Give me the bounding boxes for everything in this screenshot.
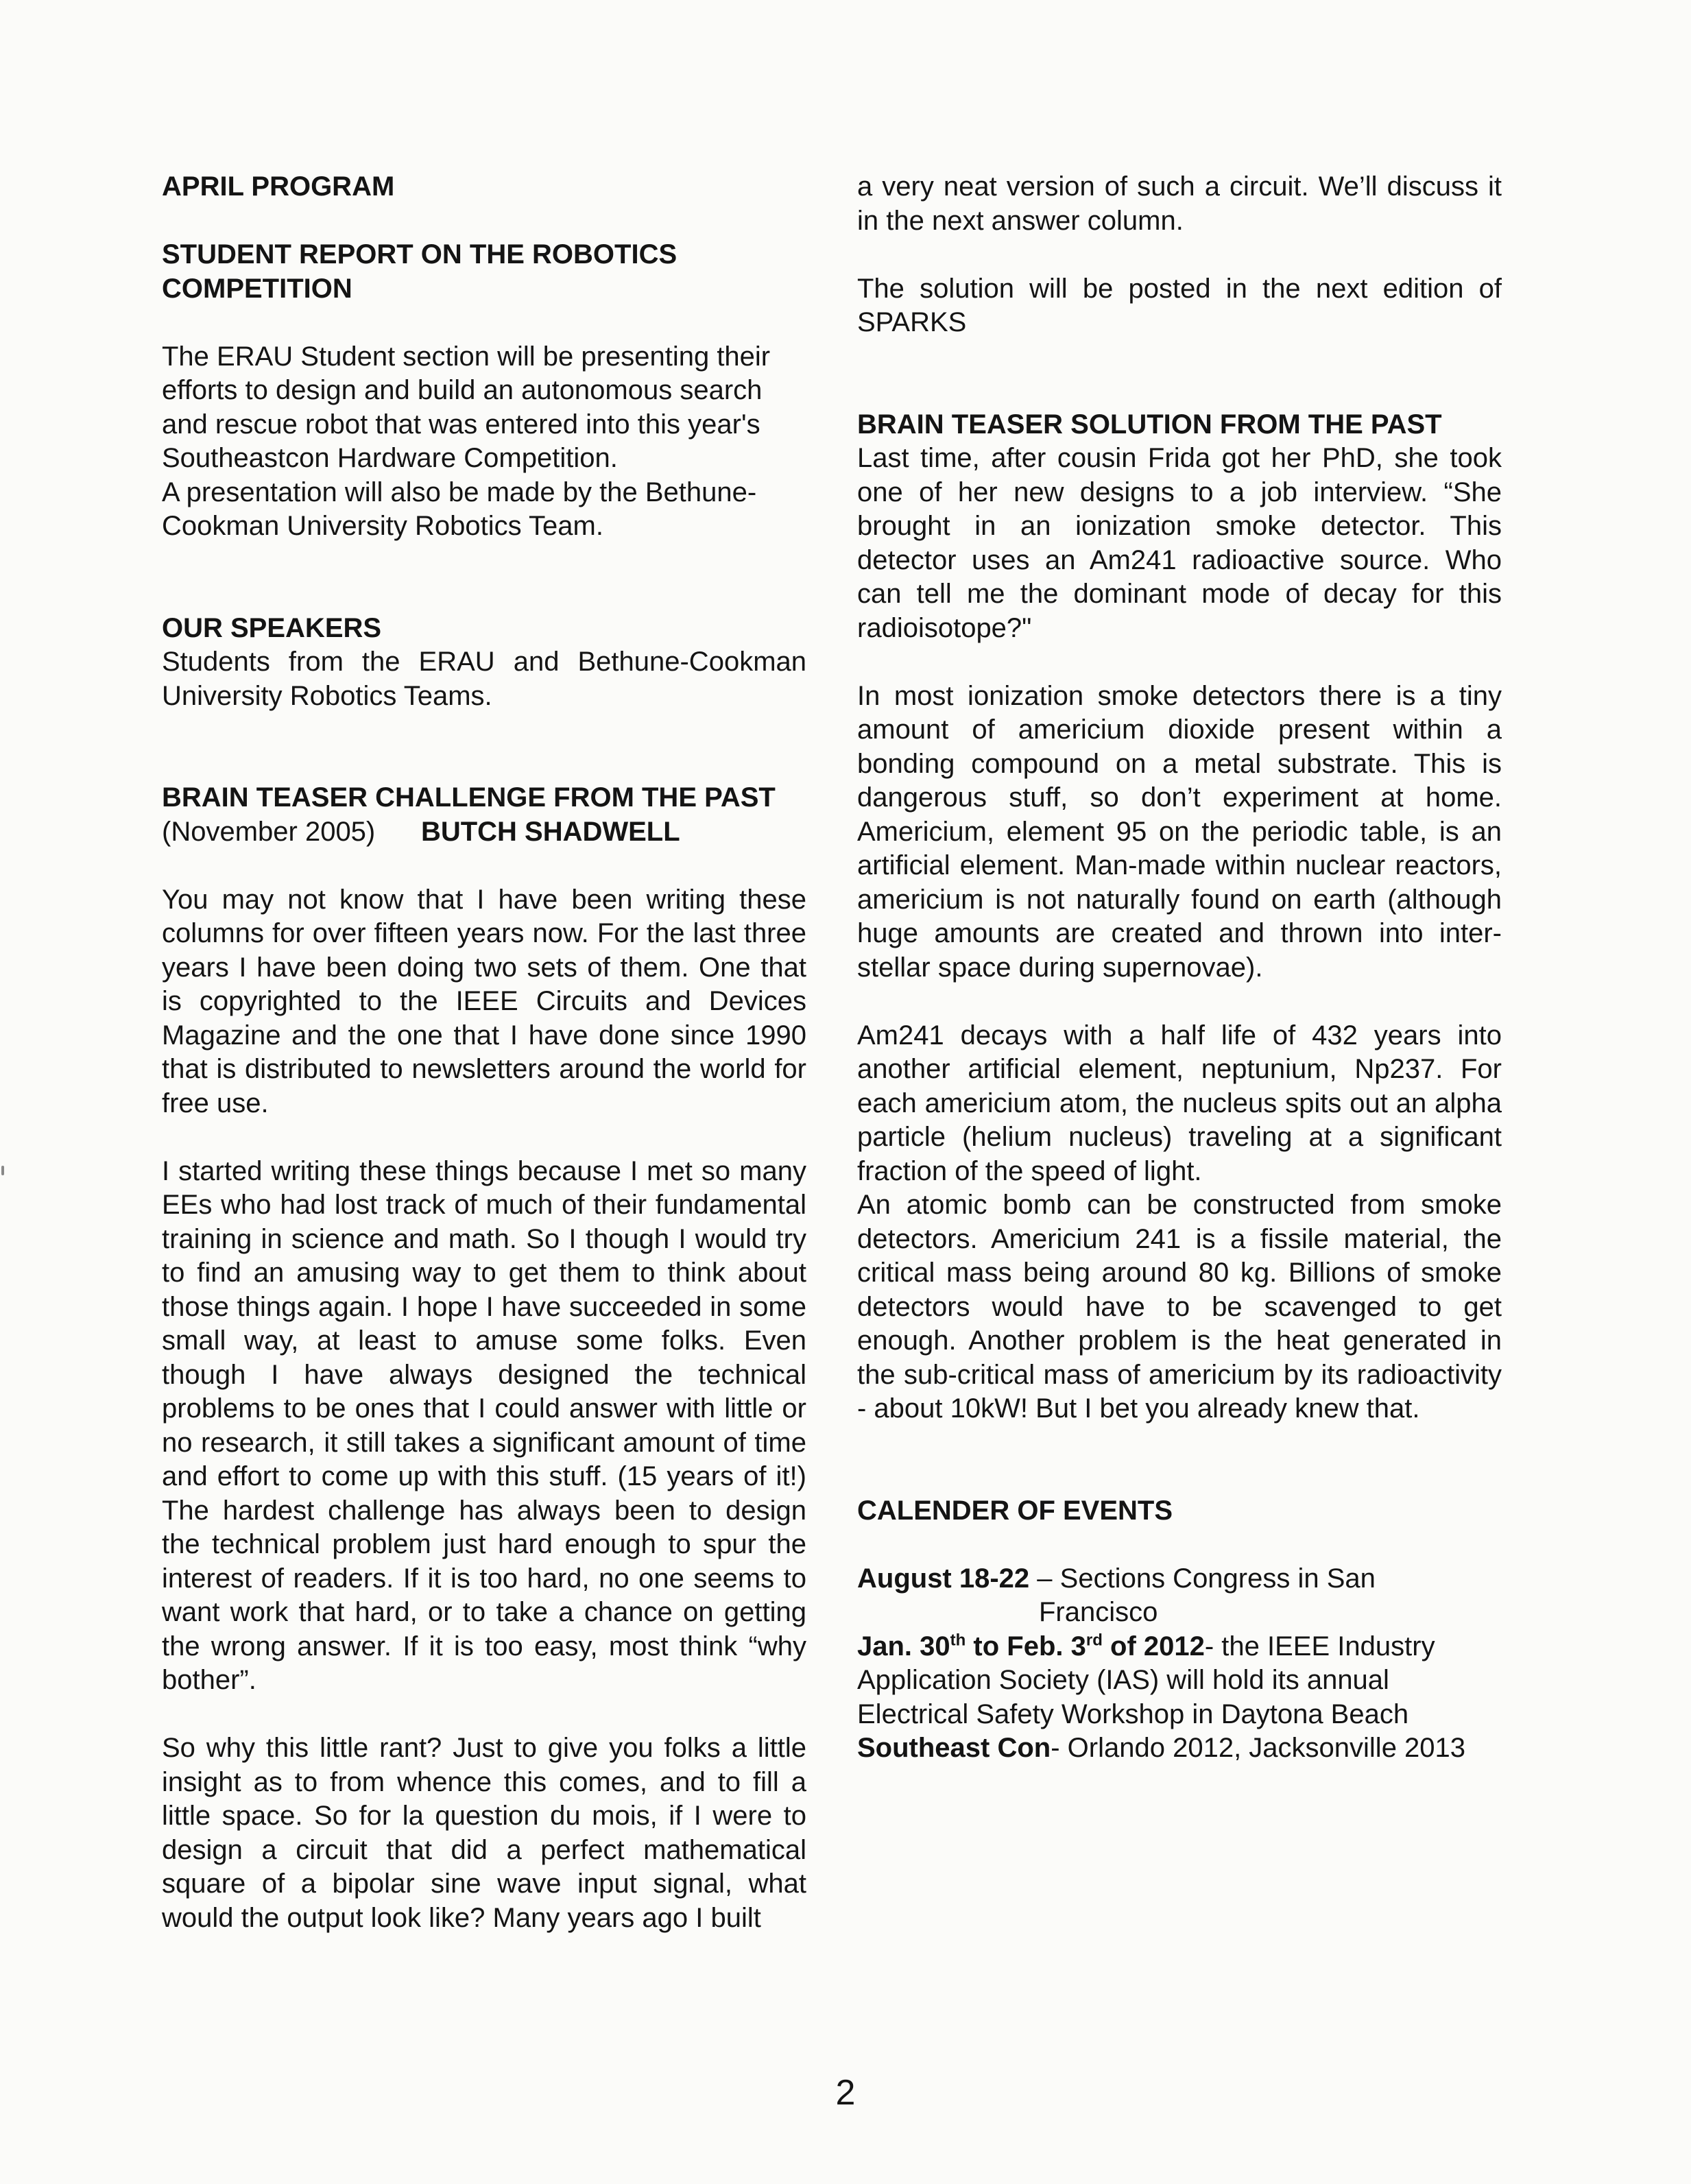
student-report-heading — [162, 238, 806, 306]
erau-paragraph: The ERAU Student section will be presenting their efforts to design and build an autonomous search and rescue robot that was entered into this year's Southeastcon Hardware Competition. — [162, 341, 771, 473]
right-column — [857, 170, 1502, 1766]
ordinal-suffix: rd — [1086, 1631, 1103, 1650]
event-description-continued: Francisco — [1039, 1597, 1158, 1627]
solution-heading: BRAIN TEASER SOLUTION FROM THE PAST — [857, 409, 1442, 440]
solution-paragraph-2: In most ionization smoke detectors there is a tiny amount of americium dioxide present within a bonding compound on a metal substrate. This is dangerous stuff, so don’t experiment at home. Americium, element 95 on the periodic table, is an artificial element. Man-made within nuclear reactors, americium is not naturally found on earth (although huge amounts are created and thrown into inter-stellar space during supernovae). — [857, 680, 1502, 983]
event-date-start: Jan. 30 — [857, 1631, 950, 1661]
calendar-heading: CALENDER OF EVENTS — [857, 1495, 1173, 1526]
event-label: Southeast Con — [857, 1733, 1051, 1763]
left-column — [162, 170, 806, 1935]
scan-speck — [1, 1166, 4, 1175]
challenge-paragraph-1: You may not know that I have been writing these columns for over fifteen years now. For the last three years I have been doing two sets of them. One that is copyrighted to the IEEE Circuits and Devices Magazine and the one that I have done since 1990 that is distributed to newsletters around the world for free use. — [162, 884, 806, 1118]
event-date — [857, 1631, 1205, 1661]
continuation-paragraph: a very neat version of such a circuit. We’ll discuss it in the next answer column. — [857, 171, 1502, 236]
solution-note: The solution will be posted in the next edition of SPARKS — [857, 273, 1502, 337]
solution-paragraph-3: Am241 decays with a half life of 432 years into another artificial element, neptunium, Np237. For each americium atom, the nucleus spits out an alpha particle (helium nucleus) traveling at a significant fraction of the speed of light. — [857, 1020, 1502, 1186]
event-date-year: of 2012 — [1102, 1631, 1205, 1661]
event-item — [857, 1731, 1502, 1766]
challenge-byline — [162, 815, 806, 850]
event-item — [857, 1630, 1502, 1732]
challenge-heading: BRAIN TEASER CHALLENGE FROM THE PAST — [162, 782, 776, 813]
challenge-paragraph-3: So why this little rant? Just to give you folks a little insight as to from whence this comes, and to fill a little space. So for la question du mois, if I were to design a circuit that did a perfect mathematical square of a bipolar sine wave input signal, what would the output look like? Many years ago I built — [162, 1733, 806, 1933]
april-program-heading: APRIL PROGRAM — [162, 171, 395, 202]
speakers-text: Students from the ERAU and Bethune-Cookman University Robotics Teams. — [162, 647, 806, 711]
event-description: - the IEEE Industry Application Society (IAS) will hold its annual Electrical Safety Workshop in Daytona Beach — [857, 1631, 1435, 1729]
events-list — [857, 1562, 1502, 1766]
student-report-heading-line1: STUDENT REPORT ON THE ROBOTICS — [162, 239, 677, 269]
challenge-author: BUTCH SHADWELL — [420, 816, 680, 847]
speakers-heading: OUR SPEAKERS — [162, 612, 382, 643]
challenge-paragraph-2: I started writing these things because I met so many EEs who had lost track of much of their fundamental training in science and math. So I though I would try to find an amusing way to get them to think about those things again. I hope I have succeeded in some small way, at least to amuse some folks. Even though I have always designed the technical problems to be ones that I could answer with little or no research, it still takes a significant amount of time and effort to come up with this stuff. (15 years of it!) The hardest challenge has always been to design the technical problem just hard enough to spur the interest of readers. If it is too hard, no one seems to want work that hard, or to take a chance on getting the wrong answer. If it is too easy, most think “why bother”. — [162, 1155, 806, 1695]
solution-paragraph-4: An atomic bomb can be constructed from smoke detectors. Americium 241 is a fissile material, the critical mass being around 80 kg. Billions of smoke detectors would have to be scavenged to get enough. Another problem is the heat generated in the sub-critical mass of americium by its radioactivity - about 10kW! But I bet you already knew that. — [857, 1190, 1502, 1424]
page-number: 2 — [835, 2073, 856, 2113]
event-date-end: to Feb. 3 — [966, 1631, 1086, 1661]
event-date: August 18-22 — [857, 1563, 1030, 1594]
event-description: - Orlando 2012, Jacksonville 2013 — [1051, 1733, 1466, 1763]
solution-paragraph-1: Last time, after cousin Frida got her PhD, she took one of her new designs to a job interview. “She brought in an ionization smoke detector. This detector uses an Am241 radioactive source. Who can tell me the dominant mode of decay for this radioisotope?" — [857, 443, 1502, 643]
ordinal-suffix: th — [950, 1631, 966, 1650]
event-description: – Sections Congress in San — [1029, 1563, 1376, 1594]
bethune-paragraph: A presentation will also be made by the Bethune-Cookman University Robotics Team. — [162, 477, 757, 541]
event-item — [857, 1562, 1502, 1630]
student-report-heading-line2: COMPETITION — [162, 273, 352, 304]
challenge-date: (November 2005) — [162, 816, 376, 847]
